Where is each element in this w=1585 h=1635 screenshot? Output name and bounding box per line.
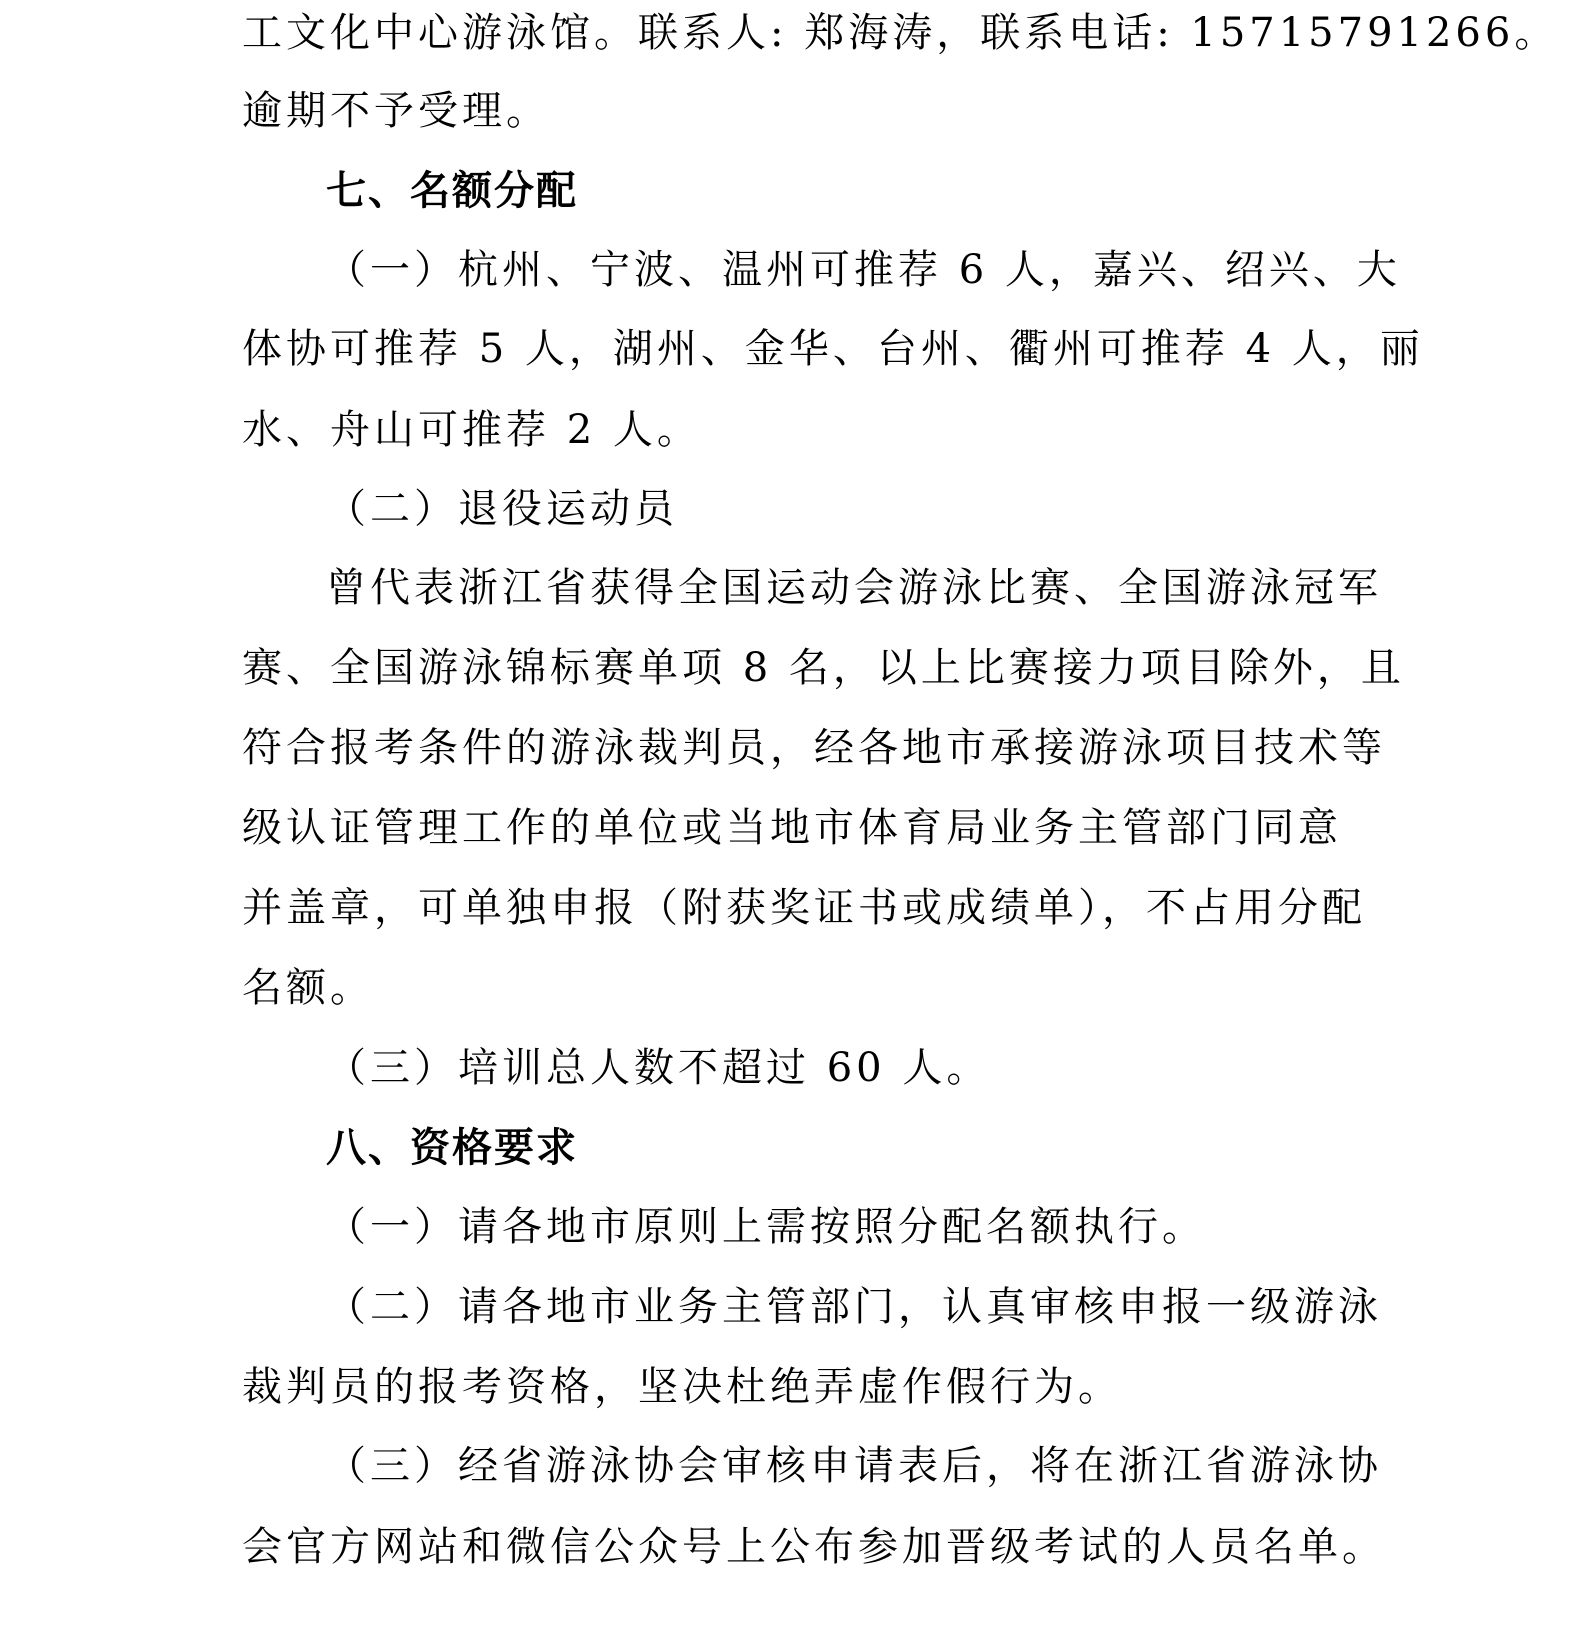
section-heading: 七、名额分配	[326, 167, 578, 214]
paragraph-line: 会官方网站和微信公众号上公布参加晋级考试的人员名单。	[242, 1524, 1386, 1570]
subsection-heading: （二）退役运动员	[326, 486, 678, 532]
paragraph-line: 曾代表浙江省获得全国运动会游泳比赛、全国游泳冠军	[326, 565, 1382, 611]
paragraph-line: （三）经省游泳协会审核申请表后，将在浙江省游泳协	[326, 1443, 1382, 1489]
paragraph-line: 符合报考条件的游泳裁判员，经各地市承接游泳项目技术等	[242, 725, 1386, 771]
paragraph-line: 逾期不予受理。	[242, 88, 550, 134]
paragraph-line: 工文化中心游泳馆。联系人: 郑海涛，联系电话: 15715791266。	[242, 10, 1559, 56]
paragraph-line: 赛、全国游泳锦标赛单项 8 名，以上比赛接力项目除外，且	[242, 645, 1405, 691]
paragraph-line: 并盖章，可单独申报（附获奖证书或成绩单），不占用分配	[242, 885, 1366, 931]
paragraph-line: （一）杭州、宁波、温州可推荐 6 人，嘉兴、绍兴、大	[326, 247, 1401, 293]
paragraph-line: （二）请各地市业务主管部门，认真审核申报一级游泳	[326, 1284, 1382, 1330]
paragraph-line: （三）培训总人数不超过 60 人。	[326, 1045, 991, 1091]
paragraph-line: 裁判员的报考资格，坚决杜绝弄虚作假行为。	[242, 1364, 1122, 1410]
paragraph-line: 体协可推荐 5 人，湖州、金华、台州、衢州可推荐 4 人，丽	[242, 326, 1424, 372]
paragraph-line: （一）请各地市原则上需按照分配名额执行。	[326, 1204, 1206, 1250]
paragraph-line: 名额。	[242, 965, 374, 1011]
paragraph-line: 水、舟山可推荐 2 人。	[242, 407, 701, 453]
section-heading: 八、资格要求	[326, 1124, 578, 1171]
paragraph-line: 级认证管理工作的单位或当地市体育局业务主管部门同意	[242, 805, 1342, 851]
